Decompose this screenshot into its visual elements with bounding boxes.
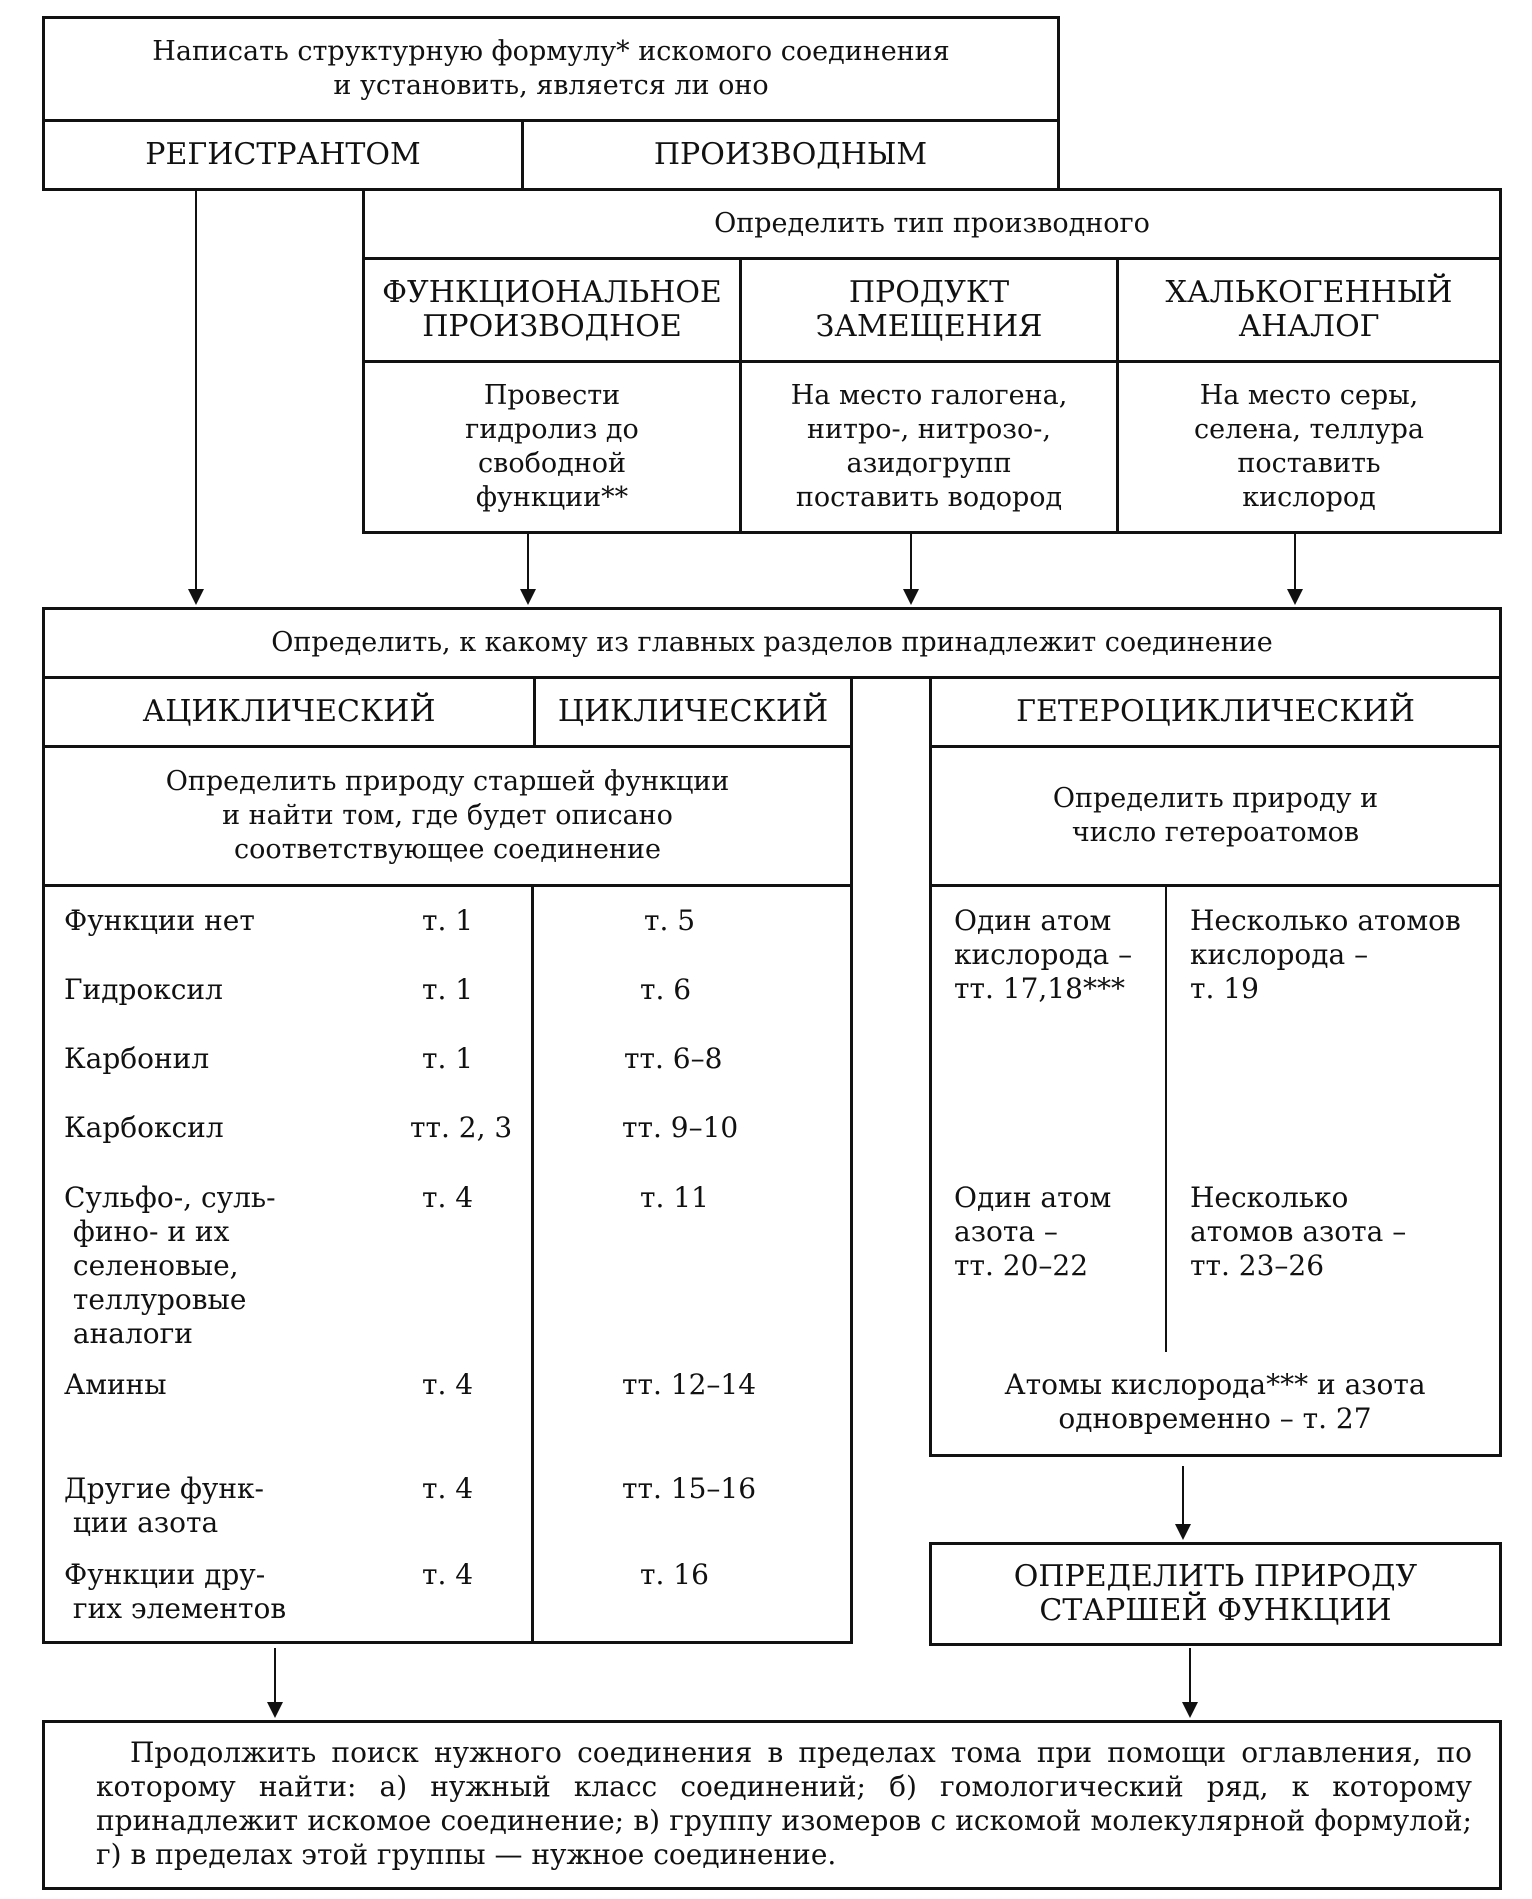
acyclic-box bbox=[42, 676, 536, 748]
function-instruction-box bbox=[42, 745, 853, 887]
function-row-acyclic: т. 4 bbox=[422, 1472, 474, 1505]
function-row-name: Функции дру- гих элементов bbox=[64, 1558, 287, 1625]
function-row-acyclic: т. 4 bbox=[422, 1368, 474, 1401]
derivative-box bbox=[521, 119, 1060, 191]
hetero-instruction: Определить природу и число гетероатомов bbox=[1052, 783, 1379, 848]
function-row-acyclic: тт. 2, 3 bbox=[410, 1111, 513, 1144]
derivative-type-title-box bbox=[362, 188, 1502, 260]
acyclic-label: АЦИКЛИЧЕСКИЙ bbox=[142, 694, 436, 729]
instruction-text: Написать структурную формулу* искомого соединения и установить, является ли оно bbox=[152, 36, 950, 101]
derivative-type-header-substitution: ПРОДУКТ ЗАМЕЩЕНИЯ bbox=[739, 257, 1119, 363]
function-row-name: Другие функ- ции азота bbox=[64, 1472, 264, 1539]
function-row-cyclic: тт. 6–8 bbox=[624, 1042, 723, 1075]
function-row-cyclic: т. 6 bbox=[640, 973, 692, 1006]
function-row-cyclic: тт. 15–16 bbox=[622, 1472, 757, 1505]
function-row-cyclic: т. 11 bbox=[640, 1181, 709, 1214]
function-row-cyclic: тт. 9–10 bbox=[622, 1111, 739, 1144]
function-row-name: Карбонил bbox=[64, 1042, 210, 1075]
function-row-acyclic: т. 1 bbox=[422, 973, 474, 1006]
registrant-label: РЕГИСТРАНТОМ bbox=[145, 137, 421, 172]
cyclic-label: ЦИКЛИЧЕСКИЙ bbox=[557, 694, 829, 729]
derivative-type-body-substitution: На место галогена, нитро-, нитрозо-, азидогрупп поставить водород bbox=[739, 360, 1119, 534]
heterocyclic-box bbox=[929, 676, 1502, 748]
sections-title-box bbox=[42, 607, 1502, 679]
function-row-cyclic: тт. 12–14 bbox=[622, 1368, 757, 1401]
derivative-type-header-functional: ФУНКЦИОНАЛЬНОЕ ПРОИЗВОДНОЕ bbox=[362, 257, 742, 363]
hetero-cell-several-nitrogen: Несколько атомов азота – тт. 23–26 bbox=[1190, 1181, 1407, 1282]
sections-title: Определить, к какому из главных разделов принадлежит соединение bbox=[271, 627, 1273, 658]
function-row-acyclic: т. 1 bbox=[422, 904, 474, 937]
function-row-name: Сульфо-, суль- фино- и их селеновые, теллуровые аналоги bbox=[64, 1181, 276, 1350]
hetero-cell-one-oxygen: Один атом кислорода – тт. 17,18*** bbox=[954, 904, 1133, 1005]
derivative-type-body-functional: Провести гидролиз до свободной функции** bbox=[362, 360, 742, 534]
function-row-acyclic: т. 4 bbox=[422, 1181, 474, 1214]
function-row-name: Гидроксил bbox=[64, 973, 223, 1006]
hetero-instruction-box bbox=[929, 745, 1502, 887]
function-instruction: Определить природу старшей функции и найти том, где будет описано соответствующее соединение bbox=[165, 766, 730, 865]
hetero-cell-one-nitrogen: Один атом азота – тт. 20–22 bbox=[954, 1181, 1112, 1282]
heterocyclic-label: ГЕТЕРОЦИКЛИЧЕСКИЙ bbox=[1016, 694, 1415, 729]
function-row-cyclic: т. 16 bbox=[640, 1558, 709, 1591]
derivative-type-body-chalcogen: На место серы, селена, теллура поставить кислород bbox=[1116, 360, 1502, 534]
function-row-cyclic: т. 5 bbox=[644, 904, 696, 937]
registrant-box bbox=[42, 119, 524, 191]
cyclic-box bbox=[533, 676, 853, 748]
derivative-type-title: Определить тип производного bbox=[714, 208, 1150, 239]
function-row-acyclic: т. 1 bbox=[422, 1042, 474, 1075]
derivative-label: ПРОИЗВОДНЫМ bbox=[653, 137, 928, 172]
hetero-table-divider bbox=[1165, 884, 1167, 1352]
function-row-name: Карбоксил bbox=[64, 1111, 224, 1144]
function-row-name: Амины bbox=[64, 1368, 167, 1401]
final-text: Продолжить поиск нужного соединения в пределах тома при помощи оглавления, по которому найти: а) нужный класс соединений; б) гомологический ряд, к которому принадлежит искомое соединение; в) группу изомеров с искомой молекулярной формулой; г) в пределах этой группы — нужное соединение. bbox=[96, 1736, 1472, 1871]
function-row-name: Функции нет bbox=[64, 904, 255, 937]
function-table-divider bbox=[531, 884, 534, 1644]
senior-function-label: ОПРЕДЕЛИТЬ ПРИРОДУ СТАРШЕЙ ФУНКЦИИ bbox=[1013, 1559, 1418, 1628]
instruction-box bbox=[42, 16, 1060, 122]
function-row-acyclic: т. 4 bbox=[422, 1558, 474, 1591]
senior-function-box bbox=[929, 1542, 1502, 1646]
hetero-combined: Атомы кислорода*** и азота одновременно – т. 27 bbox=[1004, 1368, 1426, 1435]
hetero-cell-several-oxygen: Несколько атомов кислорода – т. 19 bbox=[1190, 904, 1461, 1005]
derivative-type-header-chalcogen: ХАЛЬКОГЕННЫЙ АНАЛОГ bbox=[1116, 257, 1502, 363]
